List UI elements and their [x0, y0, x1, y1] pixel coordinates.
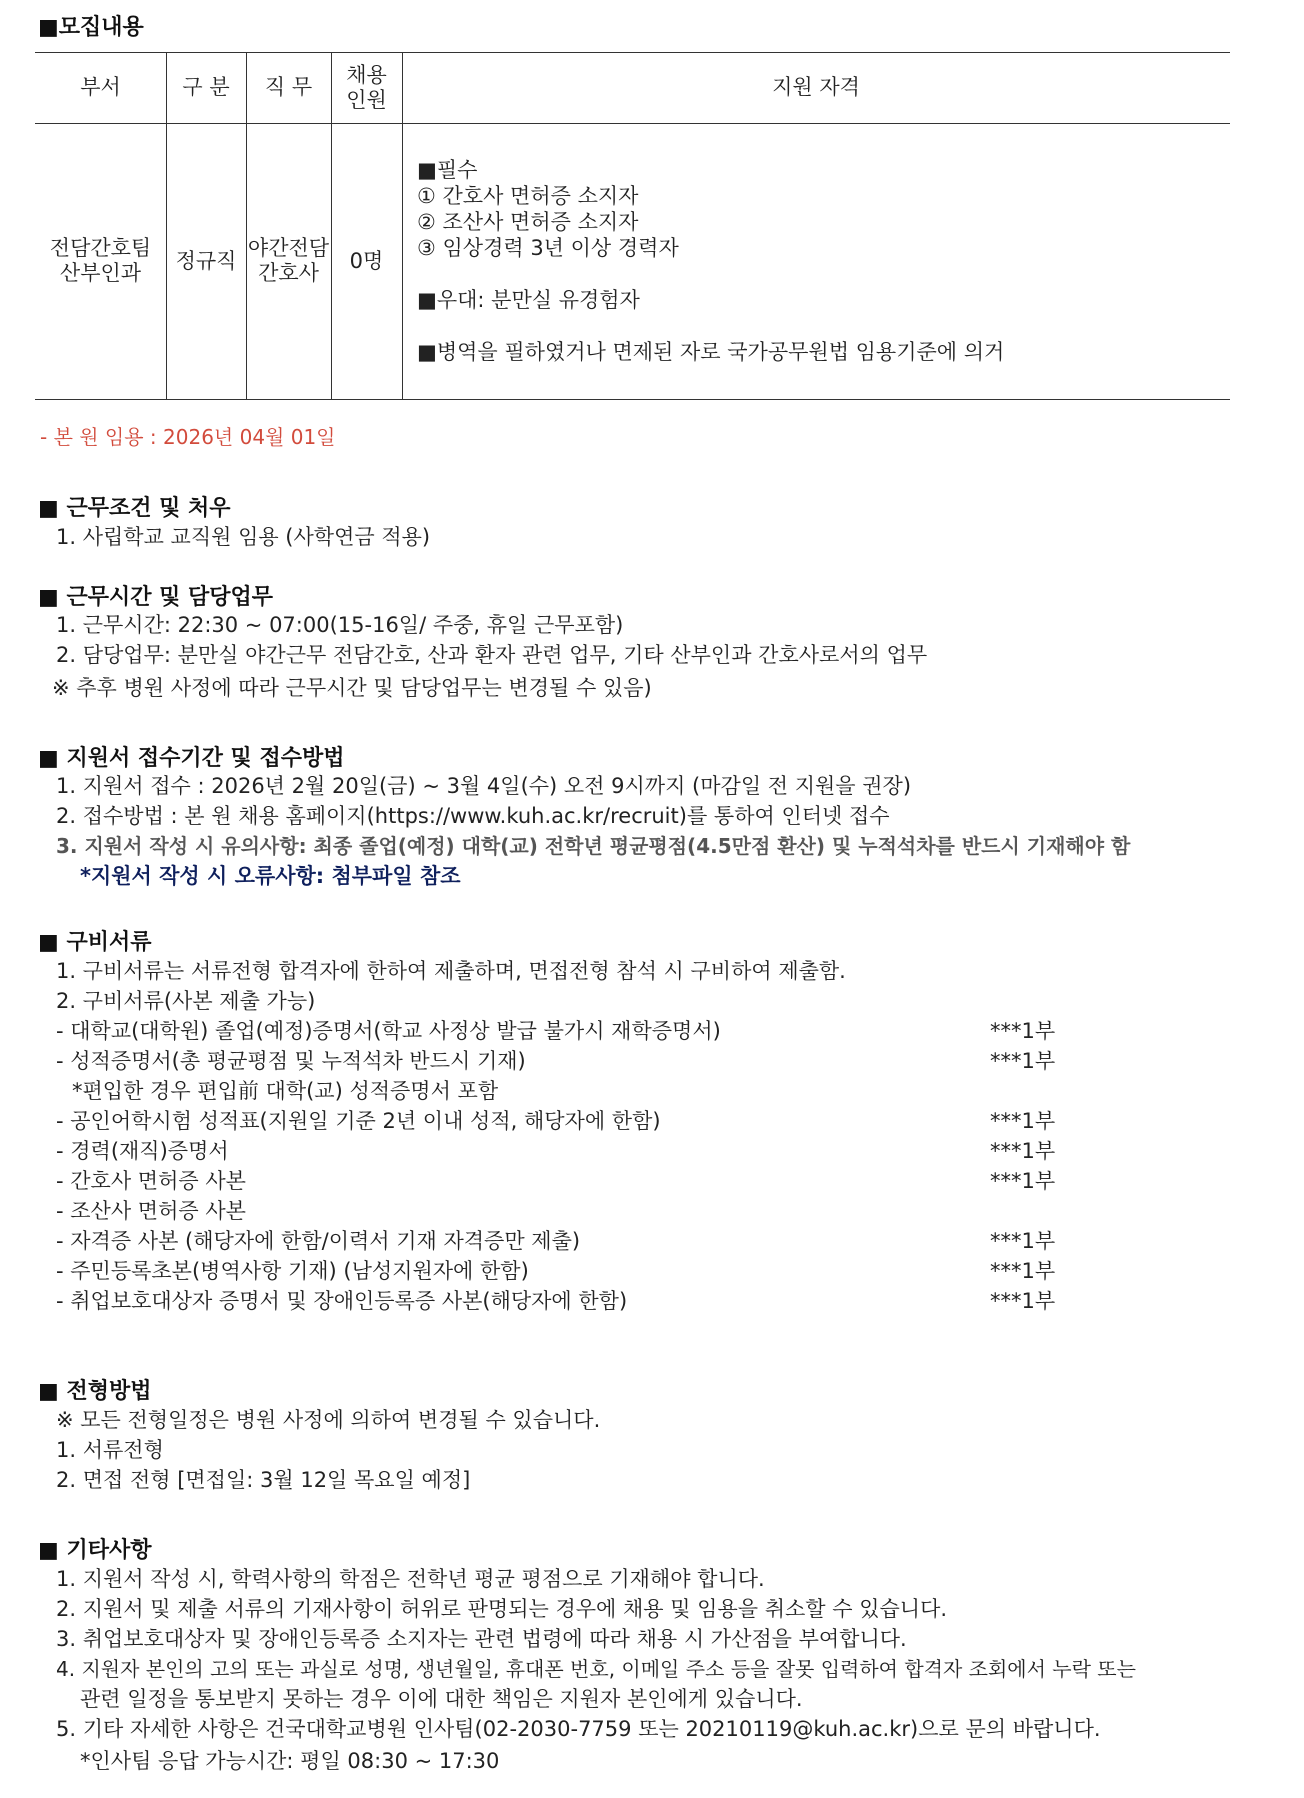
- document-item: - 성적증명서(총 평균평점 및 누적석차 반드시 기재): [56, 1049, 526, 1073]
- qualification-line: ■필수: [417, 158, 478, 182]
- cell-count: 0명: [349, 248, 384, 273]
- document-item: - 조산사 면허증 사본: [56, 1199, 246, 1223]
- documents-intro: 1. 구비서류는 서류전형 합격자에 한하여 제출하며, 면접전형 참석 시 구비하여 제출함.: [56, 959, 846, 983]
- recruit-table: [35, 52, 1230, 400]
- document-item: - 경력(재직)증명서: [56, 1139, 229, 1163]
- document-copies: ***1부: [990, 1229, 1056, 1253]
- qualification-line: ■우대: 분만실 유경험자: [417, 288, 640, 312]
- cell-job: 야간전담 간호사: [247, 236, 330, 285]
- cell-dept: 전담간호팀 산부인과: [49, 236, 152, 285]
- document-item: - 공인어학시험 성적표(지원일 기준 2년 이내 성적, 해당자에 한함): [56, 1109, 661, 1133]
- qualification-line: ① 간호사 면허증 소지자: [417, 184, 639, 208]
- application-section-title: ■ 지원서 접수기간 및 접수방법: [38, 746, 345, 771]
- conditions-section-title: ■ 근무조건 및 처우: [38, 496, 231, 521]
- documents-section-title: ■ 구비서류: [38, 930, 152, 955]
- document-copies: ***1부: [990, 1259, 1056, 1283]
- hours-item: 1. 근무시간: 22:30 ~ 07:00(15-16일/ 주중, 휴일 근무포함): [56, 613, 624, 637]
- etc-item-continued: 관련 일정을 통보받지 못하는 경우 이에 대한 책임은 지원자 본인에게 있습니다.: [80, 1687, 803, 1711]
- etc-item: 3. 취업보호대상자 및 장애인등록증 소지자는 관련 법령에 따라 채용 시 가산점을 부여합니다.: [56, 1627, 907, 1651]
- header-qualification: 지원 자격: [772, 75, 860, 99]
- document-copies: ***1부: [990, 1019, 1056, 1043]
- application-item: 2. 접수방법 : 본 원 채용 홈페이지(https://www.kuh.ac.kr/recruit)를 통하여 인터넷 접수: [56, 804, 890, 828]
- qualification-line: ③ 임상경력 3년 이상 경력자: [417, 236, 679, 260]
- header-count: 채용 인원: [346, 62, 387, 112]
- cell-type: 정규직: [175, 248, 237, 273]
- document-item: - 주민등록초본(병역사항 기재) (남성지원자에 한함): [56, 1259, 529, 1283]
- header-job: 직 무: [264, 75, 313, 99]
- document-subnote: *편입한 경우 편입前 대학(교) 성적증명서 포함: [72, 1079, 499, 1103]
- selection-note: ※ 모든 전형일정은 병원 사정에 의하여 변경될 수 있습니다.: [56, 1408, 601, 1432]
- cell-qualifications: [417, 157, 1004, 365]
- document-copies: ***1부: [990, 1109, 1056, 1133]
- hours-item: 2. 담당업무: 분만실 야간근무 전담간호, 산과 환자 관련 업무, 기타 산부인과 간호사로서의 업무: [56, 643, 928, 667]
- etc-section-title: ■ 기타사항: [38, 1538, 152, 1563]
- document-item: - 간호사 면허증 사본: [56, 1169, 246, 1193]
- document-copies: ***1부: [990, 1139, 1056, 1163]
- etc-item: 2. 지원서 및 제출 서류의 기재사항이 허위로 판명되는 경우에 채용 및 임용을 취소할 수 있습니다.: [56, 1597, 948, 1621]
- hours-note: ※ 추후 병원 사정에 따라 근무시간 및 담당업무는 변경될 수 있음): [52, 676, 652, 700]
- header-dept: 부서: [80, 75, 121, 99]
- qualification-line: [417, 261, 1004, 287]
- selection-item: 1. 서류전형: [56, 1438, 164, 1462]
- qualification-line: ■병역을 필하였거나 면제된 자로 국가공무원법 임용기준에 의거: [417, 340, 1005, 364]
- etc-item: 4. 지원자 본인의 고의 또는 과실로 성명, 생년월일, 휴대폰 번호, 이메일 주소 등을 잘못 입력하여 합격자 조회에서 누락 또는: [56, 1657, 1136, 1681]
- selection-item: 2. 면접 전형 [면접일: 3월 12일 목요일 예정]: [56, 1468, 471, 1492]
- etc-item: 5. 기타 자세한 사항은 건국대학교병원 인사팀(02-2030-7759 또는 20210119@kuh.ac.kr)으로 문의 바랍니다.: [56, 1717, 1101, 1741]
- conditions-item: 1. 사립학교 교직원 임용 (사학연금 적용): [56, 525, 431, 549]
- documents-intro: 2. 구비서류(사본 제출 가능): [56, 989, 316, 1013]
- document-item: - 대학교(대학원) 졸업(예정)증명서(학교 사정상 발급 불가시 재학증명서): [56, 1019, 721, 1043]
- etc-hours-note: *인사팀 응답 가능시간: 평일 08:30 ~ 17:30: [80, 1749, 500, 1773]
- document-copies: ***1부: [990, 1049, 1056, 1073]
- hours-section-title: ■ 근무시간 및 담당업무: [38, 585, 274, 610]
- table-bottom-border: [35, 399, 1230, 400]
- application-item: 1. 지원서 접수 : 2026년 2월 20일(금) ~ 3월 4일(수) 오전 9시까지 (마감일 전 지원을 권장): [56, 774, 912, 798]
- hire-date: - 본 원 임용 : 2026년 04월 01일: [40, 425, 336, 449]
- qualification-line: [417, 313, 1004, 339]
- etc-item: 1. 지원서 작성 시, 학력사항의 학점은 전학년 평균 평점으로 기재해야 합니다.: [56, 1567, 765, 1591]
- application-error-note: *지원서 작성 시 오류사항: 첨부파일 참조: [80, 864, 461, 888]
- qualification-line: ② 조산사 면허증 소지자: [417, 210, 639, 234]
- document-item: - 자격증 사본 (해당자에 한함/이력서 기재 자격증만 제출): [56, 1229, 581, 1253]
- document-copies: ***1부: [990, 1289, 1056, 1313]
- document-copies: ***1부: [990, 1169, 1056, 1193]
- selection-section-title: ■ 전형방법: [38, 1379, 152, 1404]
- document-item: - 취업보호대상자 증명서 및 장애인등록증 사본(해당자에 한함): [56, 1289, 628, 1313]
- header-type: 구 분: [182, 75, 230, 99]
- application-notice: 3. 지원서 작성 시 유의사항: 최종 졸업(예정) 대학(교) 전학년 평균평점(4.5만점 환산) 및 누적석차를 반드시 기재해야 함: [56, 834, 1131, 858]
- recruit-section-title: ■모집내용: [38, 15, 144, 40]
